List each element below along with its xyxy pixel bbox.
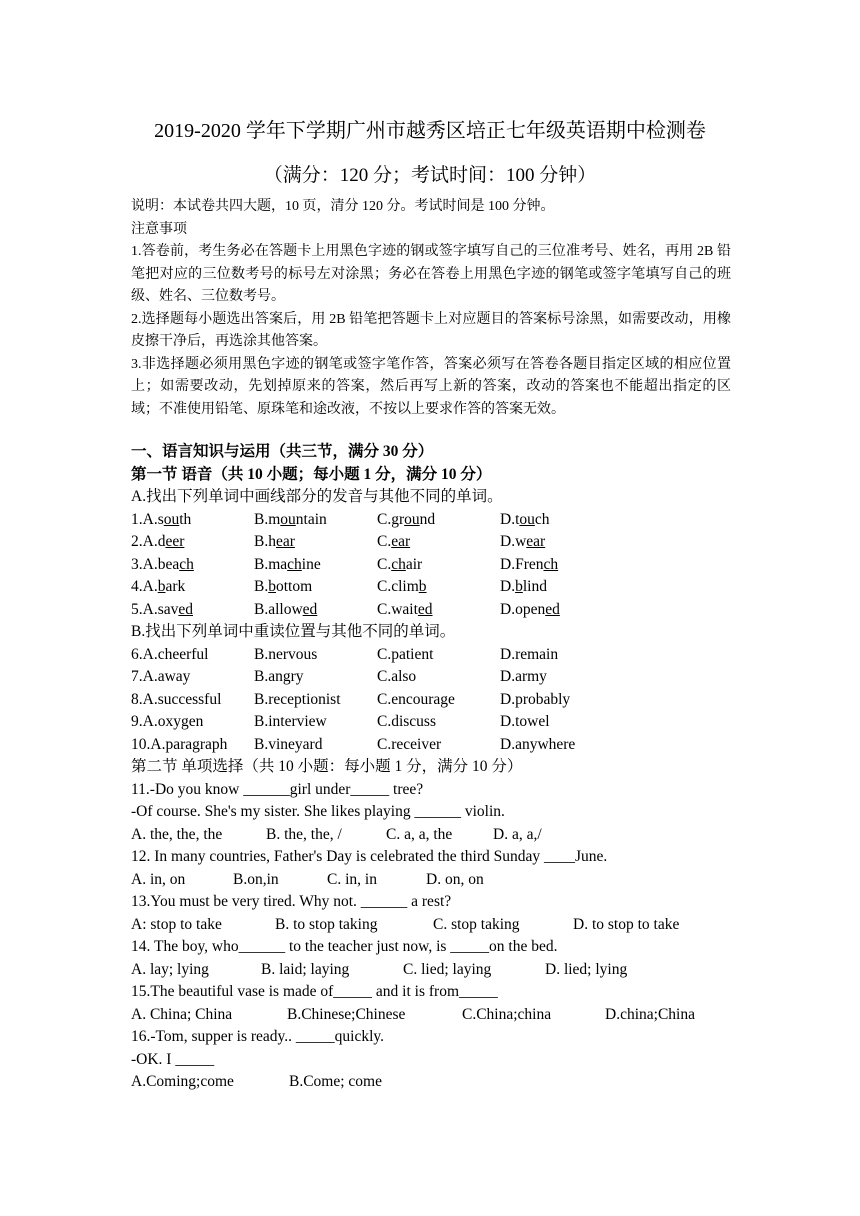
word-option: B.angry [254,668,304,685]
option-d: D. on, on [426,870,484,888]
option-d: D. a, a,/ [493,825,542,843]
stress-row [131,644,751,667]
word-option: 2.A.deer [131,533,185,550]
option-b: B. the, the, / [266,825,342,843]
word-option: 3.A.beach [131,555,194,573]
option-a: A. China; China [131,1005,233,1023]
option-a: A.Coming;come [131,1073,234,1090]
partA-instruction: A.找出下列单词中画线部分的发音与其他不同的单词。 [131,488,503,505]
underlined-sound: ou [519,510,535,528]
stress-row [131,666,751,689]
option-a: A. lay; lying [131,960,209,978]
underlined-sound: ch [391,555,406,573]
exam-subtitle: （满分：120 分；考试时间：100 分钟） [263,165,597,186]
word-option: D.wear [500,533,546,550]
exam-body [131,441,751,1094]
stress-row [131,711,751,734]
underlined-sound: ear [275,533,295,550]
option-b: B. laid; laying [261,960,350,978]
word-option: C.encourage [377,690,455,708]
instructions [131,196,731,421]
question-16-line-2: -OK. I _____ [131,1050,215,1068]
word-option: 7.A.away [131,668,191,685]
underlined-sound: ed [417,600,433,618]
option-a: A. in, on [131,870,186,888]
option-d: D. to stop to take [573,915,680,933]
phonetics-row [131,509,751,532]
note-item-3: 3.非选择题必须用黑色字迹的钢笔或签字笔作答，答案必须写在答卷各题目指定区域的相应位置上；如需要改动，先划掉原来的答案，然后再写上新的答案，改动的答案也不能超出指定的区域；不准使用铅笔、原珠笔和途改液，不按以上要求作答的答案无效。 [131,356,731,417]
note-item-2: 2.选择题每小题选出答案后，用 2B 铅笔把答题卡上对应题目的答案标号涂黑，如需要改动，用橡皮擦干净后，再选涂其他答案。 [131,311,731,349]
exam-title: 2019-2020 学年下学期广州市越秀区培正七年级英语期中检测卷 [154,120,706,142]
underlined-sound: ear [391,533,411,550]
option-d: D. lied; lying [545,960,628,978]
word-option: C.also [377,668,417,685]
word-option: C.waited [377,600,433,618]
word-option: D.remain [500,645,559,663]
stress-row [131,689,751,712]
question-14: 14. The boy, who______ to the teacher just now, is _____on the bed. [131,938,558,955]
question-16-line-1: 16.-Tom, supper is ready.. _____quickly. [131,1028,385,1045]
word-option: D.anywhere [500,735,576,753]
word-option: B.bottom [254,578,313,595]
question-16-options [131,1071,751,1094]
underlined-sound: b [157,578,166,595]
question-15: 15.The beautiful vase is made of_____ and it is from_____ [131,983,498,1000]
underlined-sound: ear [526,533,546,550]
word-option: 4.A.bark [131,578,186,595]
option-b: B.on,in [233,870,279,888]
option-a: A: stop to take [131,915,222,933]
option-b: B.Come; come [289,1073,382,1090]
word-option: C.receiver [377,735,442,753]
phonetics-row [131,576,751,599]
underlined-sound: eer [165,533,185,550]
word-option: D.army [500,668,547,685]
option-c: C. stop taking [433,915,520,933]
word-option: C.climb [377,578,427,595]
underlined-sound: ed [545,600,560,618]
word-option: 6.A.cheerful [131,645,209,663]
phonetics-row [131,531,751,554]
word-option: D.French [500,555,559,573]
option-b: B. to stop taking [275,915,378,933]
phonetics-row [131,599,751,622]
word-option: D.opened [500,600,560,618]
word-option: C.patient [377,645,434,663]
question-11-line-1: 11.-Do you know ______girl under_____ tree? [131,780,424,798]
word-option: C.ear [377,533,411,550]
underlined-sound: ou [280,510,296,528]
question-12-options [131,869,751,892]
note-item-1: 1.答卷前，考生务必在答题卡上用黑色字迹的钢或签字填写自己的三位准考号、姓名，再用 2B 铅笔把对应的三位数考号的标号左对涂黑；务必在答卷上用黑色字迹的钢笔或签字笔填写自己的班级、姓名、三位数考号。 [131,244,731,304]
partB-instruction: B.找出下列单词中重读位置与其他不同的单词。 [131,623,456,640]
word-option: B.interview [254,713,327,730]
word-option: D.towel [500,713,550,730]
question-11-line-2: -Of course. She's my sister. She likes playing ______ violin. [131,803,505,820]
option-a: A. the, the, the [131,825,223,843]
question-11-options [131,824,751,847]
word-option: B.hear [254,533,295,550]
question-13-options [131,914,751,937]
stress-row [131,734,751,757]
underlined-sound: ch [287,555,302,573]
underlined-sound: ch [179,555,194,573]
section1-heading: 第一节 语音（共 10 小题；每小题 1 分，满分 10 分） [131,465,492,483]
stress-table [131,644,751,757]
option-c: C. a, a, the [386,825,453,843]
option-c: C. lied; laying [403,960,492,978]
word-option: D.probably [500,690,571,708]
word-option: C.discuss [377,713,436,730]
word-option: B.vineyard [254,735,323,753]
underlined-sound: ed [302,600,318,618]
word-option: 1.A.south [131,510,192,528]
option-b: B.Chinese;Chinese [287,1005,406,1023]
word-option: B.mountain [254,510,327,528]
word-option: C.chair [377,555,423,573]
phonetics-row [131,554,751,577]
underlined-sound: b [268,578,276,595]
word-option: C.ground [377,510,436,528]
question-13: 13.You must be very tired. Why not. ______ a rest? [131,893,452,910]
notes-heading: 注意事项 [131,221,187,237]
word-option: D.touch [500,510,550,528]
word-option: B.nervous [254,645,318,663]
question-12: 12. In many countries, Father's Day is celebrated the third Sunday ____June. [131,848,608,865]
word-option: 9.A.oxygen [131,713,204,730]
section2-heading: 第二节 单项选择（共 10 小题：每小题 1 分，满分 10 分） [131,758,523,775]
underlined-sound: ed [178,600,193,618]
phonetics-table [131,509,751,622]
word-option: D.blind [500,578,547,595]
intro-note: 说明：本试卷共四大题，10 页，清分 120 分。考试时间是 100 分钟。 [131,199,555,214]
option-c: C.China;china [462,1005,552,1023]
underlined-sound: ch [543,555,559,573]
option-d: D.china;China [605,1005,695,1023]
word-option: 10.A.paragraph [131,735,228,753]
word-option: 8.A.successful [131,690,222,708]
question-15-options [131,1004,751,1027]
question-14-options [131,959,751,982]
underlined-sound: ou [404,510,420,528]
option-c: C. in, in [327,870,377,888]
underlined-sound: b [515,578,523,595]
word-option: B.machine [254,555,321,573]
word-option: B.receptionist [254,690,341,708]
underlined-sound: b [418,578,427,595]
underlined-sound: ou [163,510,180,528]
word-option: B.allowed [254,600,318,618]
part1-heading: 一、语言知识与运用（共三节，满分 30 分） [131,443,434,460]
word-option: 5.A.saved [131,600,193,618]
